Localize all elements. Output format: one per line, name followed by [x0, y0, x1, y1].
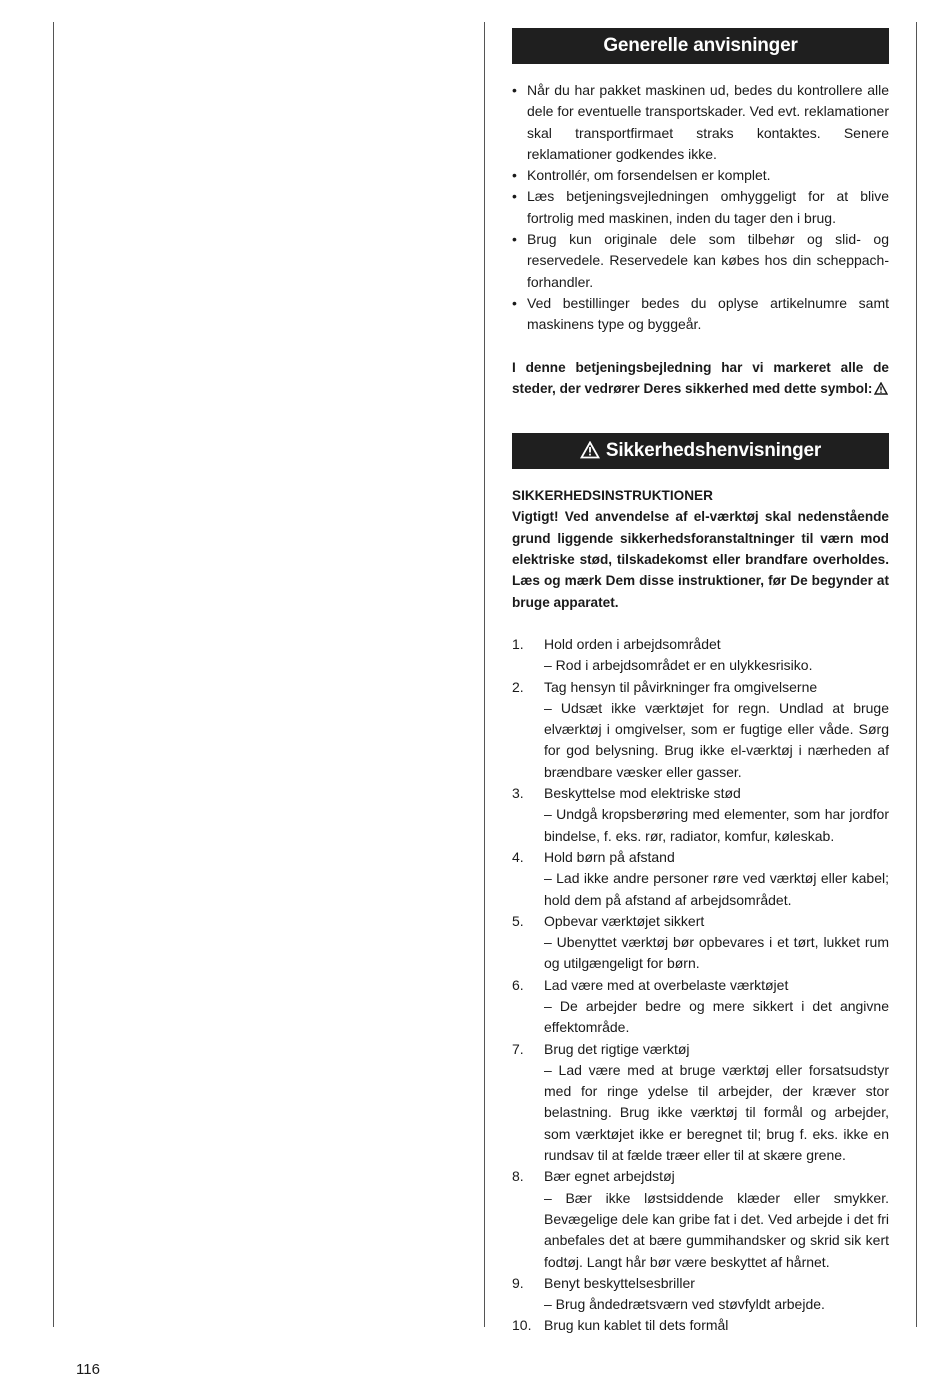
general-bullet-list — [512, 80, 889, 336]
instruction-item — [512, 783, 889, 847]
instruction-description: – Lad ikke andre personer røre ved værktøj eller kabel; hold dem på afstand af arbejdsområdet. — [544, 870, 889, 908]
instruction-number: 7. — [512, 1040, 524, 1057]
instruction-description: – Bær ikke løstsiddende klæder eller smykker. Bevægelige dele kan gribe fat i det. Ved arbejde i det fri anbefales det at bære gummihandsker og skrid sik kert fodtøj. Langt hår bør være beskyttet af hårnet. — [544, 1189, 889, 1270]
instruction-title: Benyt beskyttelsesbriller — [544, 1274, 695, 1291]
safety-subtitle: SIKKERHEDSINSTRUKTIONER — [512, 488, 713, 504]
instruction-title: Tag hensyn til påvirkninger fra omgivelserne — [544, 678, 818, 695]
instruction-item — [512, 634, 889, 677]
bullet-item: • Ved bestillinger bedes du oplyse artikelnumre samt maskinens type og byggeår. — [512, 293, 889, 336]
safety-instruction-list — [512, 634, 889, 1337]
instruction-description: – Ubenyttet værktøj bør opbevares i et tørt, lukket rum og utilgængeligt for børn. — [544, 934, 889, 972]
section-title-safety: Sikkerhedshenvisninger — [605, 440, 822, 462]
instruction-title: Opbevar værktøjet sikkert — [544, 912, 705, 929]
safety-intro: Vigtigt! Ved anvendelse af el-værktøj skal nedenstående grund liggende sikkerhedsforanstaltninger til værn mod elektriske stød, tilskadekomst eller brandfare overholdes. Læs og mærk Dem disse instruktioner, før De begynder at bruge apparatet. — [512, 509, 889, 610]
instruction-description: – De arbejder bedre og mere sikkert i det angivne effektområde. — [544, 997, 889, 1036]
bullet-item: • Brug kun originale dele som tilbehør og slid- og reservedele. Reservedele kan købes hos din scheppach-forhandler. — [512, 229, 889, 293]
bullet-item: • Læs betjeningsvejledningen omhyggeligt for at blive fortrolig med maskinen, inden du tager den i brug. — [512, 186, 889, 229]
instruction-item — [512, 975, 889, 1039]
instruction-item — [512, 1315, 889, 1336]
instruction-title: Hold orden i arbejdsområdet — [544, 635, 721, 652]
instruction-number: 4. — [512, 848, 524, 865]
instruction-item — [512, 677, 889, 783]
warning-triangle-icon — [580, 436, 600, 472]
safety-symbol-note-text: I denne betjeningsbejledning har vi markeret alle de steder, der vedrører Deres sikkerhed med dette symbol: — [512, 359, 889, 396]
section-header-general — [512, 28, 889, 64]
instruction-number: 9. — [512, 1274, 524, 1291]
center-rule — [484, 22, 485, 1327]
bullet-item: • Når du har pakket maskinen ud, bedes du kontrollere alle dele for eventuelle transportskader. Ved evt. reklamationer skal transportfirmaet straks kontaktes. Senere reklamationer godkendes ikke. — [512, 80, 889, 165]
instruction-title: Hold børn på afstand — [544, 848, 675, 865]
section-title-general: Generelle anvisninger — [603, 35, 798, 56]
instruction-description: – Lad være med at bruge værktøj eller forsatsudstyr med for ringe ydelse til arbejder, der kræver stor belastning. Brug ikke værktøj til formål og arbejder, som værktøjet ikke er beregnet til; brug f. eks. ikke en rundsav til at fælde træer eller til at skære grene. — [544, 1061, 889, 1164]
instruction-title: Lad være med at overbelaste værktøjet — [544, 976, 789, 993]
instruction-number: 1. — [512, 635, 524, 652]
right-margin-rule — [916, 22, 917, 1327]
instruction-title: Brug det rigtige værktøj — [544, 1040, 690, 1057]
instruction-item — [512, 1273, 889, 1316]
instruction-item — [512, 847, 889, 911]
page-number: 116 — [76, 1361, 100, 1378]
instruction-number: 2. — [512, 678, 524, 695]
instruction-item — [512, 1039, 889, 1167]
instruction-description: – Brug åndedrætsværn ved støvfyldt arbejde. — [544, 1296, 825, 1313]
instruction-item — [512, 1166, 889, 1272]
left-margin-rule — [53, 22, 54, 1327]
instruction-description: – Rod i arbejdsområdet er en ulykkesrisiko. — [544, 657, 813, 674]
section-header-safety — [512, 433, 889, 469]
safety-symbol-note — [512, 357, 889, 402]
instruction-number: 10. — [512, 1317, 532, 1334]
instruction-item — [512, 911, 889, 975]
instruction-number: 3. — [512, 785, 524, 802]
instruction-title: Bær egnet arbejdstøj — [544, 1168, 675, 1185]
instruction-title: Beskyttelse mod elektriske stød — [544, 785, 741, 802]
instruction-number: 5. — [512, 912, 524, 929]
instruction-number: 8. — [512, 1168, 524, 1185]
instruction-number: 6. — [512, 976, 524, 993]
instruction-description: – Udsæt ikke værktøjet for regn. Undlad at bruge elværktøj i omgivelser, som er fugtige eller våde. Sørg for god belysning. Brug ikke el-værktøj i nærheden af brændbare væsker eller gasser. — [544, 699, 889, 780]
instruction-description: – Undgå kropsberøring med elementer, som har jordfor bindelse, f. eks. rør, radiator, komfur, køleskab. — [544, 806, 889, 844]
instruction-title: Brug kun kablet til dets formål — [544, 1317, 729, 1334]
bullet-item: • Kontrollér, om forsendelsen er komplet. — [512, 165, 889, 186]
content-column — [512, 0, 889, 1337]
warning-triangle-icon — [874, 380, 888, 401]
